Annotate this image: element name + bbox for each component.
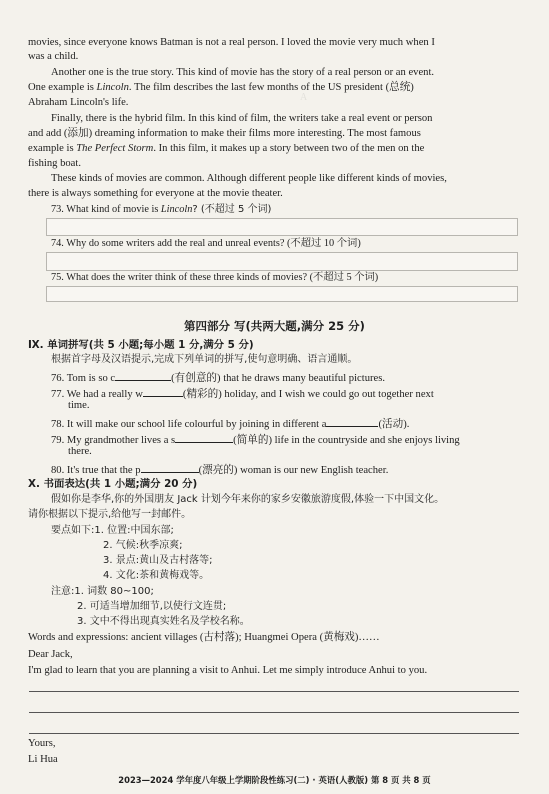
passage-line: and add (添加) dreaming information to make their films more interesting. The most famous — [28, 128, 421, 139]
passage-line: was a child. — [28, 51, 79, 62]
question-73: 73. What kind of movie is Lincoln? (不超过 5 个词) — [51, 204, 272, 215]
requirement-1: 要点如下:1. 位置:中国东部; — [51, 525, 174, 536]
passage-line: movies, since everyone knows Batman is not a real person. I loved the movie very much when I — [28, 37, 435, 48]
section-10-title: Ⅹ. 书面表达(共 1 小题;满分 20 分) — [28, 478, 198, 490]
passage-text: example is — [28, 143, 77, 154]
passage-text: . The film describes the last few months of the US president (总统) — [128, 82, 414, 93]
section-9-title: Ⅸ. 单词拼写(共 5 小题;每小题 1 分,满分 5 分) — [28, 339, 254, 351]
note-1: 注意:1. 词数 80~100; — [51, 586, 154, 597]
writing-line[interactable] — [29, 733, 519, 734]
answer-box-75[interactable] — [46, 286, 518, 302]
section-10-prompt: 请你根据以下提示,给他写一封邮件。 — [28, 509, 192, 520]
letter-signature: Li Hua — [28, 754, 58, 765]
answer-box-73[interactable] — [46, 218, 518, 236]
requirement-2: 2. 气候:秋季凉爽; — [103, 540, 183, 551]
part-title: 第四部分 写(共两大题,满分 25 分) — [184, 319, 365, 333]
note-2: 2. 可适当增加细节,以使行文连贯; — [77, 601, 227, 612]
blank-77[interactable] — [143, 385, 183, 397]
passage-line: fishing boat. — [28, 158, 81, 169]
passage-line — [28, 142, 424, 156]
words-and-expressions: Words and expressions: ancient villages (古村落); Huangmei Opera (黄梅戏)…… — [28, 632, 380, 643]
question-76: 76. Tom is so c (有创意的) that he draws many beautiful pictures. — [51, 369, 385, 386]
passage-line: Finally, there is the hybrid film. In this kind of film, the writers take a real event or person — [51, 113, 433, 124]
question-75: 75. What does the writer think of these three kinds of movies? (不超过 5 个词) — [51, 272, 379, 283]
section-9-instructions: 根据首字母及汉语提示,完成下列单词的拼写,使句意明确、语言通顺。 — [51, 354, 358, 365]
answer-box-74[interactable] — [46, 252, 518, 271]
blank-76[interactable] — [115, 369, 171, 381]
question-77-cont: time. — [68, 400, 90, 411]
passage-line: Another one is the true story. This kind of movie has the story of a real person or an event. — [51, 67, 435, 78]
film-title: The Perfect Storm — [76, 143, 154, 154]
letter-salutation: Dear Jack, — [28, 649, 73, 660]
passage-line: Abraham Lincoln's life. — [28, 97, 129, 108]
question-80: 80. It's true that the p (漂亮的) woman is our new English teacher. — [51, 461, 388, 478]
section-10-prompt: 假如你是李华,你的外国朋友 Jack 计划今年来你的家乡安徽旅游度假,体验一下中国文化。 — [51, 494, 445, 505]
passage-line: These kinds of movies are common. Although different people like different kinds of movies, — [51, 173, 447, 184]
passage-text: . In this film, it makes up a story between two of the men on the — [153, 143, 425, 154]
passage-line — [28, 81, 414, 95]
question-79-cont: there. — [68, 446, 92, 457]
writing-line[interactable] — [29, 712, 519, 713]
page-footer: 2023—2024 学年度八年级上学期阶段性练习(二) · 英语(人教版) 第 8 页 共 8 页 — [118, 775, 431, 785]
blank-78[interactable] — [326, 415, 378, 427]
question-78: 78. It will make our school life colourful by joining in different a (活动). — [51, 415, 409, 432]
question-77: 77. We had a really w (精彩的) holiday, and I wish we could go out together next — [51, 385, 434, 402]
question-79: 79. My grandmother lives a s (简单的) life in the countryside and she enjoys living — [51, 431, 460, 448]
blank-80[interactable] — [141, 461, 199, 473]
film-title: Lincoln — [96, 82, 129, 93]
show-through-texture: A — [300, 92, 308, 103]
writing-line[interactable] — [29, 691, 519, 692]
note-3: 3. 文中不得出现真实姓名及学校名称。 — [77, 616, 250, 627]
letter-opening: I'm glad to learn that you are planning a visit to Anhui. Let me simply introduce Anhui to you. — [28, 665, 428, 676]
requirement-3: 3. 景点:黄山及古村落等; — [103, 555, 213, 566]
letter-closing: Yours, — [28, 738, 56, 749]
question-74: 74. Why do some writers add the real and unreal events? (不超过 10 个词) — [51, 238, 361, 249]
passage-text: One example is — [28, 82, 97, 93]
passage-line: there is always something for everyone at the movie theater. — [28, 188, 283, 199]
requirement-4: 4. 文化:茶和黄梅戏等。 — [103, 570, 210, 581]
blank-79[interactable] — [175, 431, 233, 443]
